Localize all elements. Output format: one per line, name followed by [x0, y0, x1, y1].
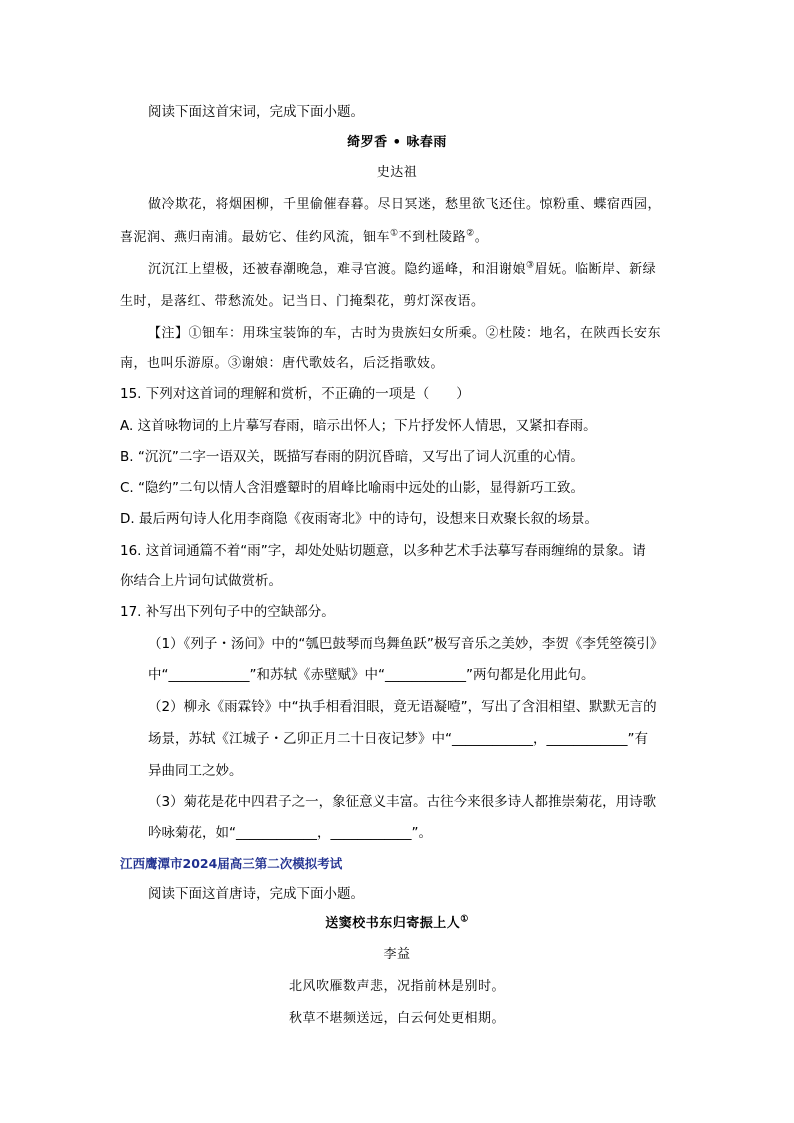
- footnote-marker: ①: [460, 914, 469, 925]
- question-15-stem: 15. 下列对这首词的理解和赏析，不正确的一项是（ ）: [120, 386, 470, 402]
- question-15-option-b: B. “沉沉”二字一语双关，既描写春雨的阴沉昏暗，又写出了词人沉重的心情。: [120, 449, 584, 465]
- poem-title: 绮罗香 • 咏春雨: [347, 135, 447, 150]
- poem-line: 秋草不堪频送远，白云何处更相期。: [288, 1011, 505, 1026]
- question-15-option-a: A. 这首咏物词的上片摹写春雨，暗示出怀人；下片抒发怀人情思，又紧扣春雨。: [120, 418, 597, 434]
- poem-note: 南，也叫乐游原。③谢娘：唐代歌妓名，后泛指歌妓。: [120, 356, 445, 371]
- question-16-line: 你结合上片词句试做赏析。: [120, 573, 282, 589]
- question-16-line: 16. 这首词通篇不着“雨”字，却处处贴切题意，以多种艺术手法摹写春雨缠绵的景象。请: [120, 543, 646, 559]
- poem-line: 做冷欺花，将烟困柳，千里偷催春暮。尽日冥迷，愁里欲飞还住。惊粉重、蝶宿西园，: [148, 197, 662, 212]
- exam-source: 江西鹰潭市2024届高三第二次模拟考试: [120, 856, 343, 871]
- footnote-marker: ③: [526, 260, 535, 271]
- poem-note: 【注】①钿车：用珠宝装饰的车，古时为贵族妇女所乘。②杜陵：地名，在陕西长安东: [148, 326, 662, 341]
- poem-line: 生时，是落红、带愁流处。记当日、门掩梨花，剪灯深夜语。: [120, 294, 485, 309]
- poem-line: 北风吹雁数声悲，况指前林是别时。: [288, 979, 505, 994]
- question-17-part: 场景，苏轼《江城子・乙卯正月二十日夜记梦》中“____________，____________”有: [148, 731, 648, 747]
- footnote-marker: ①: [390, 228, 399, 239]
- poem-author: 李益: [383, 947, 411, 962]
- reading-instruction: 阅读下面这首宋词，完成下面小题。: [148, 104, 364, 120]
- poem-line: [148, 260, 656, 280]
- poem-line-text: 沉沉江上望极，还被春潮晚急，难寻官渡。隐约遥峰，和泪谢娘: [148, 262, 527, 277]
- question-17-stem: 17. 补写出下列句子中的空缺部分。: [120, 604, 335, 620]
- poem-line-text: 喜泥润、燕归南浦。最妨它、佳约风流，钿车: [120, 230, 391, 245]
- question-17-part: （2）柳永《雨霖铃》中“执手相看泪眼，竟无语凝噎”，写出了含泪相望、默默无言的: [148, 699, 657, 715]
- poem-title: [0, 914, 794, 934]
- question-17-part: 吟咏菊花，如“____________，____________”。: [148, 825, 432, 841]
- question-17-part: 异曲同工之妙。: [148, 763, 243, 779]
- question-15-option-d: D. 最后两句诗人化用李商隐《夜雨寄北》中的诗句，设想来日欢聚长叙的场景。: [120, 511, 598, 527]
- question-17-part: （3）菊花是花中四君子之一，象征意义丰富。古往今来很多诗人都推崇菊花，用诗歌: [148, 794, 657, 810]
- poem-author: 史达祖: [376, 165, 418, 180]
- reading-instruction: 阅读下面这首唐诗，完成下面小题。: [148, 886, 364, 902]
- poem-title-text: 送窦校书东归寄振上人: [325, 916, 461, 931]
- question-15-option-c: C. “隐约”二句以情人含泪蹙颦时的眉峰比喻雨中远处的山影，显得新巧工致。: [120, 480, 584, 496]
- poem-line-text: 。: [474, 230, 489, 245]
- question-17-part: （1）《列子・汤问》中的“瓠巴鼓琴而鸟舞鱼跃”极写音乐之美妙，李贺《李凭箜篌引》: [148, 636, 664, 652]
- poem-line: [120, 228, 488, 248]
- poem-line-text: 不到杜陵路: [398, 230, 467, 245]
- question-17-part: 中“____________”和苏轼《赤壁赋》中“____________”两句都是化用此句。: [148, 667, 595, 683]
- poem-line-text: 眉妩。临断岸、新绿: [534, 262, 657, 277]
- footnote-marker: ②: [466, 228, 475, 239]
